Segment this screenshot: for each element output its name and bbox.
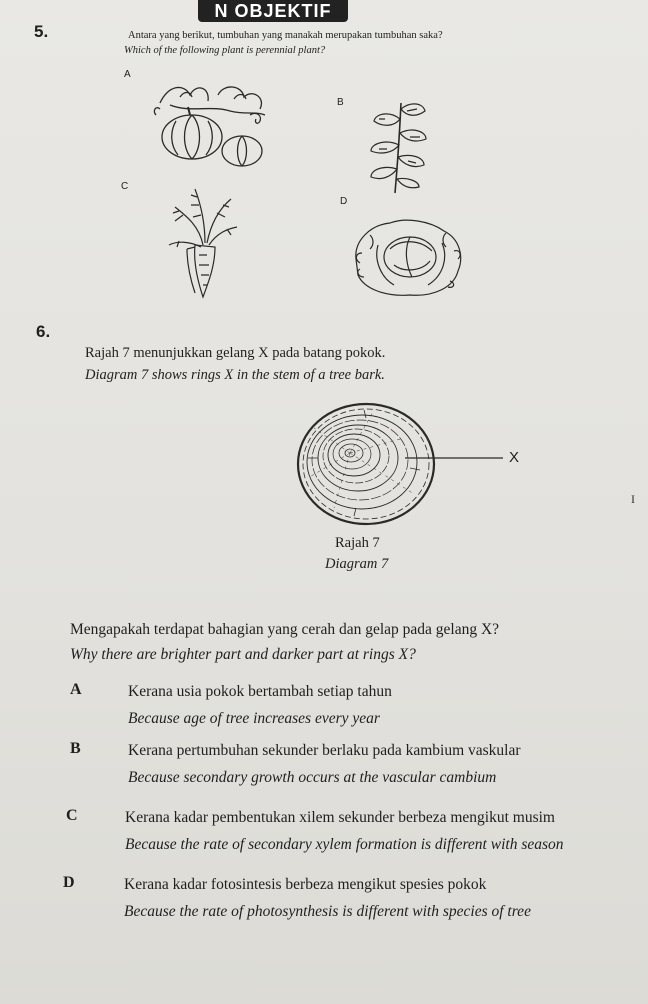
choice-a-text-english[interactable]: Because age of tree increases every year [128,710,380,727]
option-d-label: D [340,196,348,207]
question-5-text-english: Which of the following plant is perennial plant? [124,45,326,56]
choice-d-text-malay[interactable]: Kerana kadar fotosintesis berbeza mengikut spesies pokok [124,876,487,893]
question-6-text-english: Diagram 7 shows rings X in the stem of a tree bark. [85,367,385,383]
question-5-number: 5. [34,22,49,41]
label-x-pointer-line [405,455,505,461]
leafy-stem-plant-icon [355,95,440,195]
choice-a-letter[interactable]: A [70,681,82,698]
ring-x-label: X [509,449,520,466]
question-6-number: 6. [36,322,51,341]
section-header-banner: N OBJEKTIF [198,0,348,22]
option-b-label: B [337,97,344,108]
cabbage-plant-icon [350,215,465,300]
choice-c-letter[interactable]: C [66,807,78,824]
pumpkin-plant-icon [150,75,275,170]
diagram-caption-english: Diagram 7 [325,556,389,572]
question-stem-english: Why there are brighter part and darker part at rings X? [70,646,416,663]
question-5-text-malay: Antara yang berikut, tumbuhan yang manakah merupakan tumbuhan saka? [128,30,443,41]
option-a-label: A [124,69,131,80]
tree-stem-cross-section-icon [294,398,444,528]
page-edge-mark: I [631,492,635,506]
choice-b-letter[interactable]: B [70,740,81,757]
carrot-plant-icon [165,185,240,300]
question-stem-malay: Mengapakah terdapat bahagian yang cerah dan gelap pada gelang X? [70,621,500,638]
diagram-caption-malay: Rajah 7 [335,535,380,551]
choice-c-text-malay[interactable]: Kerana kadar pembentukan xilem sekunder berbeza mengikut musim [125,809,555,826]
choice-d-letter[interactable]: D [63,874,75,891]
choice-b-text-english[interactable]: Because secondary growth occurs at the vascular cambium [128,769,497,786]
choice-c-text-english[interactable]: Because the rate of secondary xylem formation is different with season [125,836,564,853]
choice-d-text-english[interactable]: Because the rate of photosynthesis is different with species of tree [124,903,531,920]
question-6-text-malay: Rajah 7 menunjukkan gelang X pada batang pokok. [85,345,386,361]
choice-a-text-malay[interactable]: Kerana usia pokok bertambah setiap tahun [128,683,392,700]
option-c-label: C [121,181,129,192]
choice-b-text-malay[interactable]: Kerana pertumbuhan sekunder berlaku pada kambium vaskular [128,742,521,759]
